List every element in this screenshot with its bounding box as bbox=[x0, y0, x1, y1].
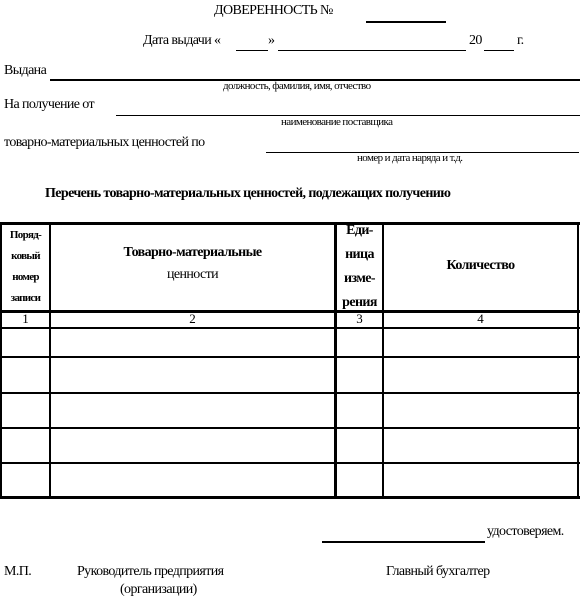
table-row-divider bbox=[0, 392, 580, 394]
issue-year-suffix: г. bbox=[517, 33, 524, 48]
issued-to-label: Выдана bbox=[4, 63, 47, 78]
header-goods: Товарно-материальные ценности bbox=[123, 245, 262, 282]
certify-text: удостоверяем. bbox=[487, 524, 564, 539]
head-signature-label: Руководитель предприятия bbox=[77, 564, 224, 579]
accountant-label: Главный бухгалтер bbox=[386, 564, 490, 579]
doc-number-field[interactable] bbox=[366, 21, 446, 23]
order-reference-hint: номер и дата наряда и т.д. bbox=[357, 152, 463, 164]
head-organization-label: (организации) bbox=[120, 582, 197, 597]
stamp-label: М.П. bbox=[4, 564, 32, 579]
issue-year-prefix: 20 bbox=[469, 33, 482, 48]
issued-to-hint: должность, фамилия, имя, отчество bbox=[223, 80, 371, 92]
table-numbers-divider bbox=[0, 327, 580, 329]
issue-date-label: Дата выдачи « bbox=[143, 33, 221, 48]
document-title: ДОВЕРЕННОСТЬ № bbox=[214, 3, 333, 18]
table-row-divider bbox=[0, 427, 580, 429]
receive-from-label: На получение от bbox=[4, 97, 95, 112]
table-right-border bbox=[577, 222, 579, 499]
table-row-divider bbox=[0, 356, 580, 358]
list-title: Перечень товарно-материальных ценностей, подлежащих получению bbox=[45, 186, 451, 201]
table-top-border bbox=[0, 222, 580, 225]
issue-day-field[interactable] bbox=[236, 50, 268, 51]
column-number: 3 bbox=[356, 311, 363, 326]
header-unit: Еди- ница изме- рения bbox=[342, 223, 377, 310]
issue-date-close-quote: » bbox=[268, 33, 275, 48]
issue-month-field[interactable] bbox=[278, 50, 466, 51]
supplier-hint: наименование поставщика bbox=[281, 116, 393, 128]
issue-year-field[interactable] bbox=[484, 50, 514, 51]
column-number: 2 bbox=[189, 311, 196, 326]
header-quantity: Количество bbox=[446, 258, 515, 273]
table-row-divider bbox=[0, 462, 580, 464]
column-number: 4 bbox=[477, 311, 484, 326]
header-record-number: Поряд- ковый номер записи bbox=[9, 229, 42, 304]
table-bottom-border bbox=[0, 496, 580, 499]
goods-by-label: товарно-материальных ценностей по bbox=[4, 135, 205, 150]
certify-signature-line[interactable] bbox=[322, 541, 485, 543]
column-number: 1 bbox=[22, 311, 29, 326]
